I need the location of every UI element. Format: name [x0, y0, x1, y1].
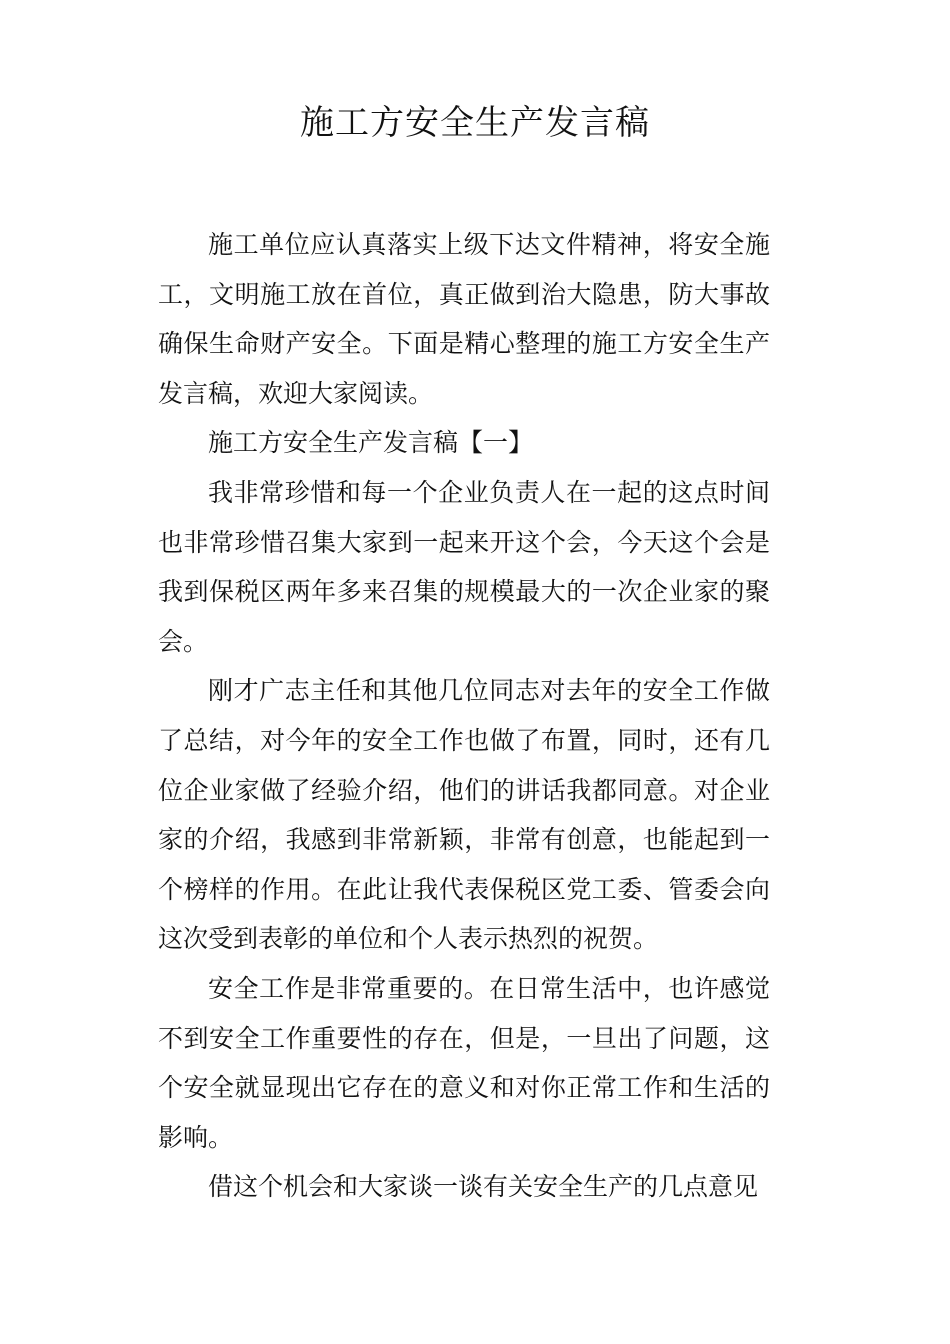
document-title: 施工方安全生产发言稿	[300, 103, 650, 143]
body-paragraph: 我非常珍惜和每一个企业负责人在一起的这点时间也非常珍惜召集大家到一起来开这个会，今天这个会是我到保税区两年多来召集的规模最大的一次企业家的聚会。	[158, 477, 770, 656]
body-paragraph: 安全工作是非常重要的。在日常生活中，也许感觉不到安全工作重要性的存在，但是，一旦出了问题，这个安全就显现出它存在的意义和对你正常工作和生活的影响。	[158, 973, 770, 1152]
document-body	[158, 220, 770, 1212]
body-paragraph: 借这个机会和大家谈一谈有关安全生产的几点意见	[208, 1172, 759, 1202]
section-heading: 施工方安全生产发言稿【一】	[208, 428, 534, 458]
intro-paragraph: 施工单位应认真落实上级下达文件精神，将安全施工，文明施工放在首位，真正做到治大隐患，防大事故确保生命财产安全。下面是精心整理的施工方安全生产发言稿，欢迎大家阅读。	[158, 230, 770, 408]
body-paragraph: 刚才广志主任和其他几位同志对去年的安全工作做了总结，对今年的安全工作也做了布置，同时，还有几位企业家做了经验介绍，他们的讲话我都同意。对企业家的介绍，我感到非常新颖，非常有创意，也能起到一个榜样的作用。在此让我代表保税区党工委、管委会向这次受到表彰的单位和个人表示热烈的祝贺。	[158, 676, 770, 954]
